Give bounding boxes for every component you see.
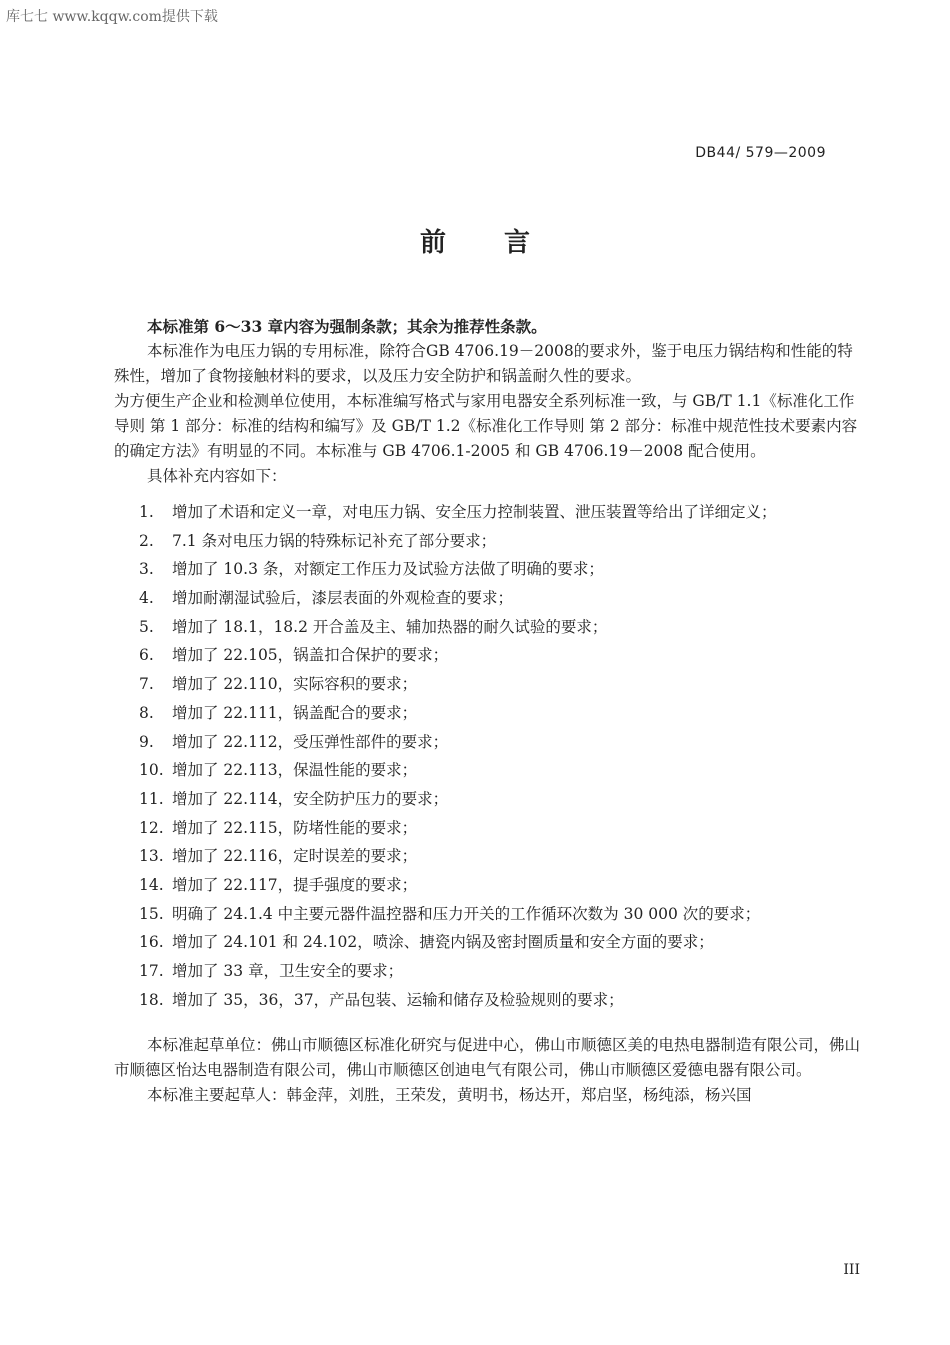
list-item — [114, 641, 862, 670]
list-item — [114, 527, 862, 556]
list-item-text: 增加了术语和定义一章，对电压力锅、安全压力控制装置、泄压装置等给出了详细定义； — [172, 503, 777, 521]
list-item-number: 6. — [139, 646, 154, 665]
list-item-number: 8. — [139, 703, 154, 722]
list-item-text: 增加了 22.112，受压弹性部件的要求； — [172, 732, 449, 751]
list-item-text: 增加了 35，36，37，产品包装、运输和储存及检验规则的要求； — [172, 990, 624, 1009]
intro-paragraph-1: 本标准作为电压力锅的专用标准，除符合GB 4706.19－2008的要求外，鉴于电压力锅结构和性能的特殊性，增加了食物接触材料的要求，以及压力安全防护和锅盖耐久性的要求。 — [114, 342, 853, 385]
intro-paragraph-2: 为方便生产企业和检测单位使用，本标准编写格式与家用电器安全系列标准一致，与 GB/T 1.1《标准化工作导则 第 1 部分：标准的结构和编写》及 GB/T 1.2《标准化工作导则 第 2 部分：标准中规范性技术要素内容的确定方法》有明显的不同。本标准与 GB 4706.1-2005 和 GB 4706.19－2008 配合使用。 — [114, 392, 858, 460]
list-item — [114, 555, 862, 584]
list-item — [114, 871, 862, 900]
list-item-number: 1. — [139, 503, 154, 521]
watermark-text: 库七七 www.kqqw.com提供下载 — [6, 9, 218, 25]
list-item-number: 16. — [139, 933, 164, 952]
list-item — [114, 842, 862, 871]
foreword-body — [114, 314, 862, 1108]
document-code: DB44/ 579—2009 — [695, 145, 826, 161]
list-item — [114, 756, 862, 785]
list-item — [114, 613, 862, 642]
list-item — [114, 986, 862, 1015]
list-item-number: 5. — [139, 617, 154, 636]
list-item-number: 3. — [139, 560, 154, 579]
list-item-text: 增加了 22.115，防堵性能的要求； — [172, 818, 418, 837]
list-item-number: 2. — [139, 531, 154, 550]
list-item-text: 增加了 22.113，保温性能的要求； — [172, 761, 418, 780]
list-item-number: 15. — [139, 904, 164, 923]
list-item-number: 4. — [139, 589, 154, 608]
list-item — [114, 584, 862, 613]
list-item — [114, 699, 862, 728]
mandatory-clause-statement: 本标准第 6～33 章内容为强制条款；其余为推荐性条款。 — [147, 317, 547, 336]
list-item-text: 增加了 22.117，提手强度的要求； — [172, 875, 418, 894]
list-item-text: 增加了 22.111，锅盖配合的要求； — [172, 703, 418, 722]
list-item — [114, 498, 862, 527]
list-item-text: 增加了 22.114，安全防护压力的要求； — [172, 789, 449, 808]
supplement-list — [114, 498, 862, 1014]
list-item — [114, 785, 862, 814]
list-item — [114, 900, 862, 929]
list-item — [114, 814, 862, 843]
list-item-number: 18. — [139, 990, 164, 1009]
list-item-number: 17. — [139, 962, 164, 980]
drafting-units: 本标准起草单位：佛山市顺德区标准化研究与促进中心，佛山市顺德区美的电热电器制造有限公司，佛山市顺德区怡达电器制造有限公司，佛山市顺德区创迪电气有限公司，佛山市顺德区爱德电器有限公司。 — [114, 1036, 861, 1080]
list-item — [114, 670, 862, 699]
list-item-number: 7. — [139, 675, 154, 694]
list-intro: 具体补充内容如下： — [147, 467, 287, 485]
drafting-persons: 本标准主要起草人：韩金萍，刘胜，王荣发，黄明书，杨达开，郑启坚，杨纯添，杨兴国 — [147, 1086, 752, 1105]
list-item-text: 明确了 24.1.4 中主要元器件温控器和压力开关的工作循环次数为 30 000 次的要求； — [172, 904, 761, 923]
list-item — [114, 957, 862, 986]
list-item-number: 12. — [139, 818, 164, 837]
list-item — [114, 928, 862, 957]
list-item — [114, 728, 862, 757]
list-item-number: 14. — [139, 875, 164, 894]
list-item-text: 增加了 22.105，锅盖扣合保护的要求； — [172, 646, 449, 665]
page-number: III — [843, 1262, 860, 1278]
list-item-number: 13. — [139, 847, 164, 866]
list-item-text: 增加了 33 章，卫生安全的要求； — [172, 962, 404, 980]
list-item-number: 11. — [139, 789, 164, 808]
page-title: 前言 — [419, 228, 588, 258]
list-item-number: 9. — [139, 732, 154, 751]
list-item-text: 增加耐潮湿试验后，漆层表面的外观检查的要求； — [172, 589, 514, 608]
list-item-number: 10. — [139, 761, 164, 780]
list-item-text: 增加了 10.3 条，对额定工作压力及试验方法做了明确的要求； — [172, 560, 604, 579]
list-item-text: 7.1 条对电压力锅的特殊标记补充了部分要求； — [172, 531, 497, 550]
list-item-text: 增加了 22.116，定时误差的要求； — [172, 847, 418, 866]
list-item-text: 增加了 22.110，实际容积的要求； — [172, 675, 418, 694]
list-item-text: 增加了 18.1，18.2 开合盖及主、辅加热器的耐久试验的要求； — [172, 617, 608, 636]
list-item-text: 增加了 24.101 和 24.102，喷涂、搪瓷内锅及密封圈质量和安全方面的要求； — [172, 933, 714, 952]
